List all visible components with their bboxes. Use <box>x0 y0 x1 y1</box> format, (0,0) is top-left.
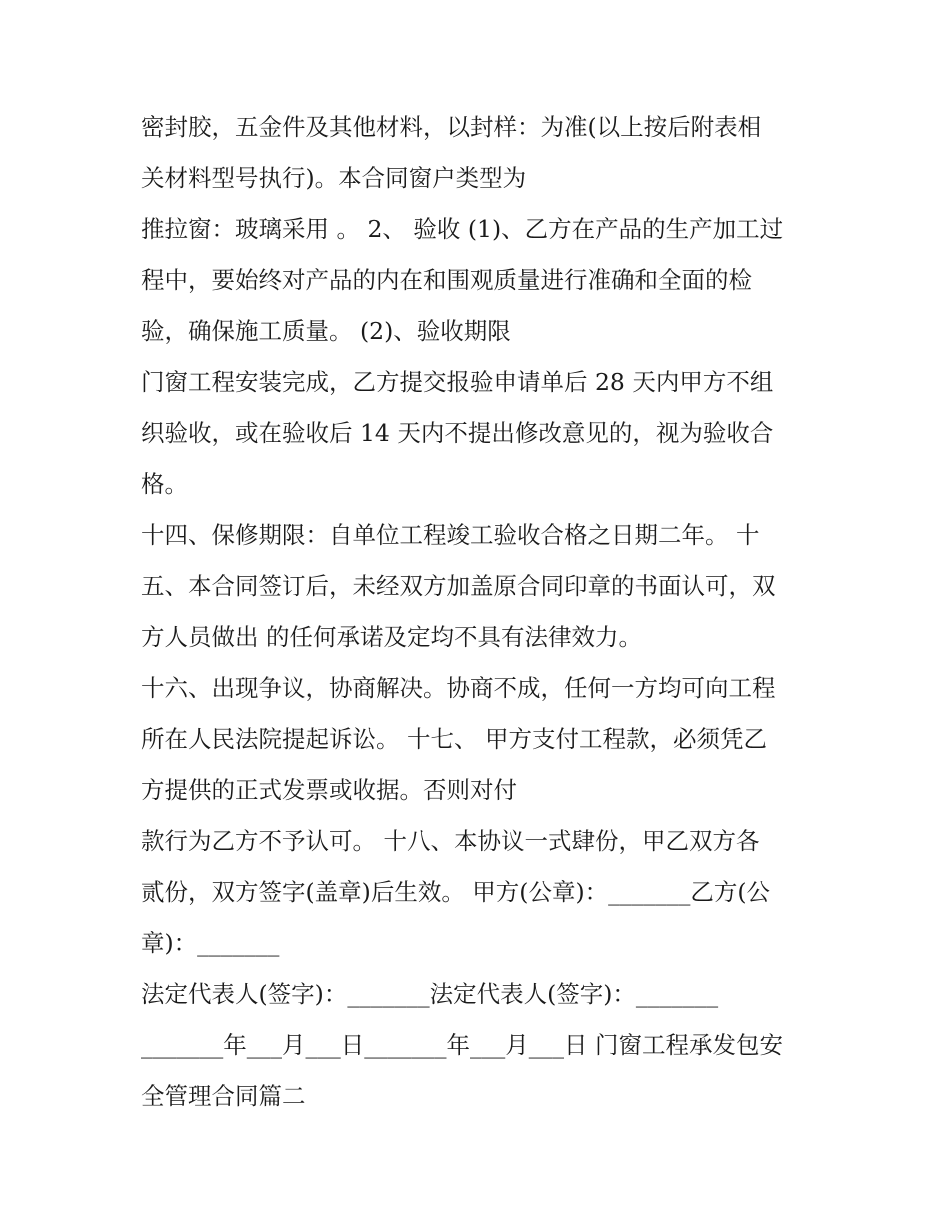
text-line: 关材料型号执行)。本合同窗户类型为 <box>141 164 527 192</box>
text-line: 贰份，双方签字(盖章)后生效。 甲方(公章)：_______乙方(公 <box>141 878 771 906</box>
text-line: 所在人民法院提起诉讼。 十七、 甲方支付工程款，必须凭乙 <box>141 725 767 753</box>
text-line: 全管理合同篇二 <box>141 1082 306 1110</box>
text-line: 推拉窗：玻璃采用 。 2、 验收 (1)、乙方在产品的生产加工过 <box>141 215 784 243</box>
text-line: _______年___月___日_______年___月___日 门窗工程承发包安 <box>141 1031 783 1059</box>
text-line: 织验收，或在验收后 14 天内不提出修改意见的，视为验收合 <box>141 419 774 447</box>
text-line: 五、本合同签订后，未经双方加盖原合同印章的书面认可，双 <box>141 572 776 600</box>
text-line: 章)：_______ <box>141 929 280 957</box>
text-line: 格。 <box>141 470 188 498</box>
text-line: 程中，要始终对产品的内在和围观质量进行准确和全面的检 <box>141 266 752 294</box>
text-line: 验，确保施工质量。 (2)、验收期限 <box>141 317 511 345</box>
text-line: 方提供的正式发票或收据。否则对付 <box>141 776 517 804</box>
text-line: 门窗工程安装完成，乙方提交报验申请单后 28 天内甲方不组 <box>141 368 774 396</box>
text-line: 款行为乙方不予认可。 十八、本协议一式肆份，甲乙双方各 <box>141 827 760 855</box>
text-line: 法定代表人(签字)：_______法定代表人(签字)：_______ <box>141 980 719 1008</box>
text-line: 方人员做出 的任何承诺及定均不具有法律效力。 <box>141 623 642 651</box>
text-line: 十六、出现争议，协商解决。协商不成，任何一方均可向工程 <box>141 674 776 702</box>
text-line: 十四、保修期限：自单位工程竣工验收合格之日期二年。 十 <box>141 521 760 549</box>
text-line: 密封胶，五金件及其他材料，以封样：为准(以上按后附表相 <box>141 113 762 141</box>
contract-body-text <box>141 102 831 1122</box>
